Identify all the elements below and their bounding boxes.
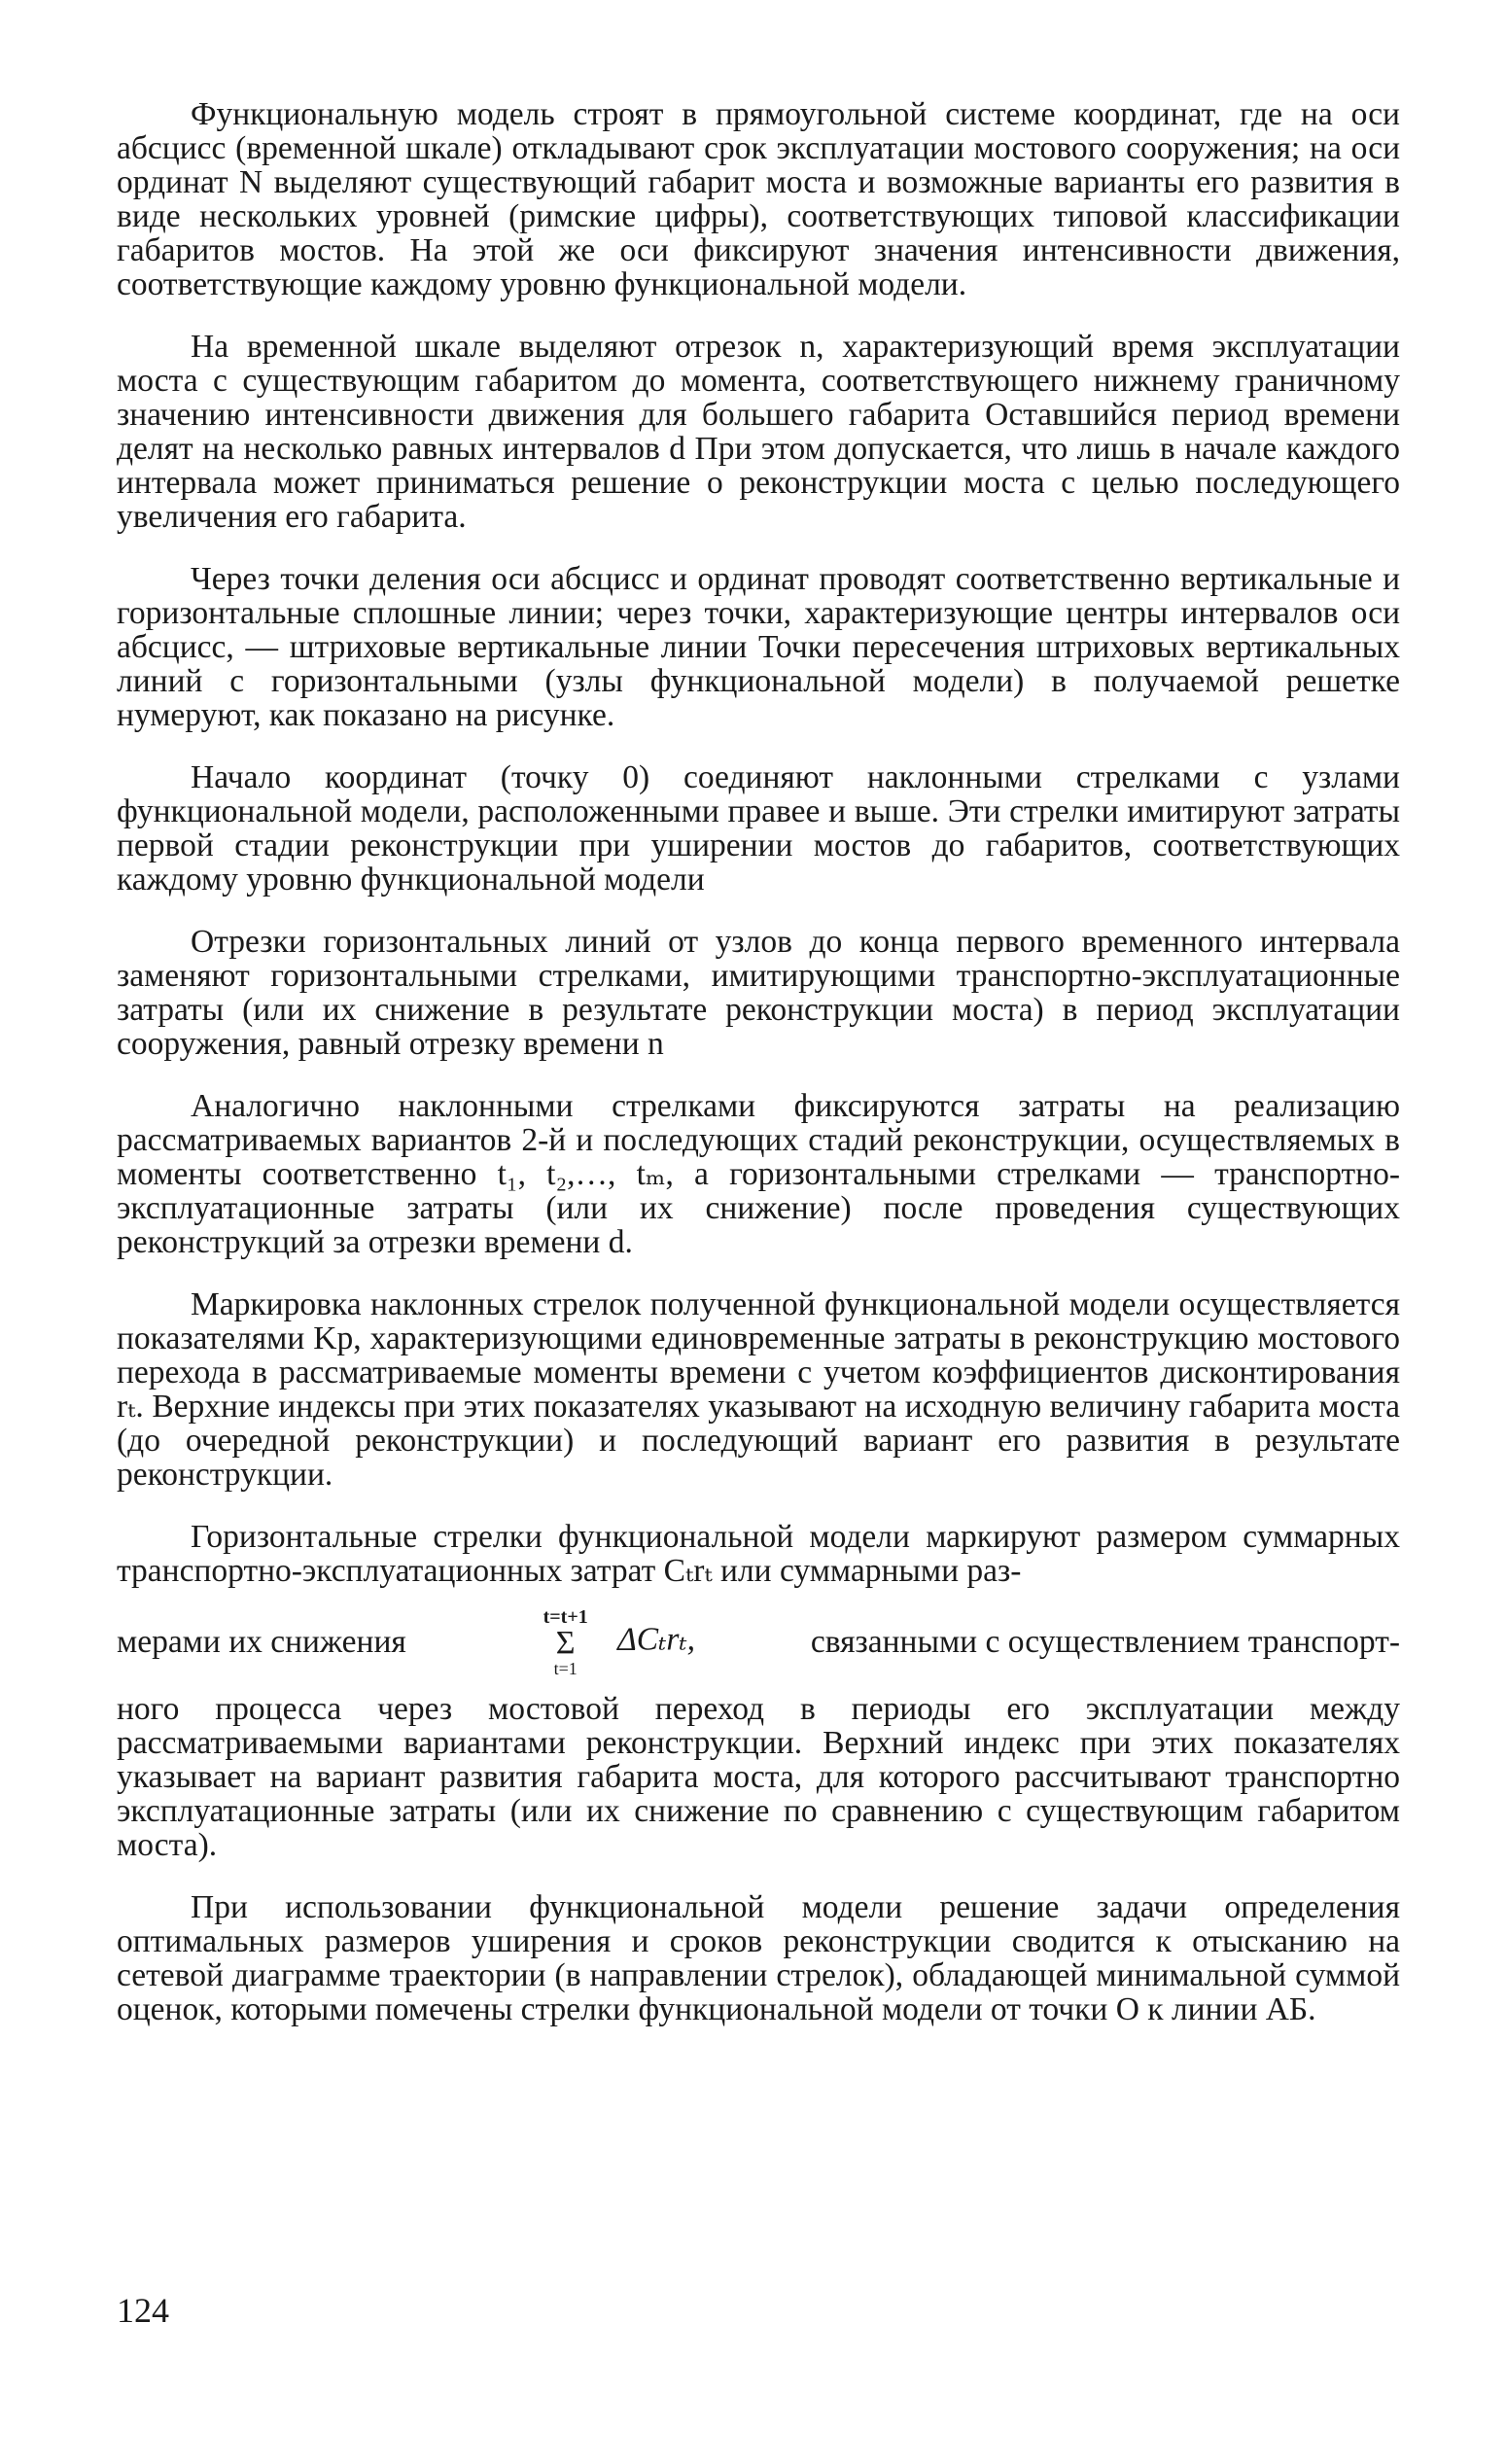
page-number: 124 [117,2291,169,2330]
sum-operator [543,1607,588,1677]
formula-expression: ΔCₜrₜ, [617,1621,696,1658]
sum-symbol: Σ [555,1624,576,1661]
paragraph-1: Функциональную модель строят в прямоугольной системе координат, где на оси абсцисс (временной шкале) откладывают срок эксплуатации мостового сооружения; на оси ординат N выделяют существующий габарит моста и возможные варианты его развития в виде нескольких уровней (римские цифры), соответствующих типовой классификации габаритов мостов. На этой же оси фиксируют значения интенсивности движения, соответствующие каждому уровню функциональной модели. [117,96,1400,302]
formula-text-before: мерами их снижения [117,1624,406,1660]
sum-upper-limit: t=t+1 [543,1605,588,1628]
formula-text-after: связанными с осуществлением транспорт- [810,1624,1400,1660]
formula-line [117,1596,1400,1688]
paragraph-4: Начало координат (точку 0) соединяют наклонными стрелками с узлами функциональной модели, расположенными правее и выше. Эти стрелки имитируют затраты первой стадии реконструкции при уширении мостов до габаритов, соответствующих каждому уровню функциональной модели [117,759,1400,898]
sum-lower-limit: t=1 [553,1658,578,1678]
paragraph-7: Маркировка наклонных стрелок полученной функциональной модели осуществляется показателями Kр, характеризующими единовременные затраты в реконструкцию мостового перехода в рассматриваемые моменты времени с учетом коэффициентов дисконтирования rₜ. Верхние индексы при этих показателях указывают на исходную величину габарита моста (до очередной реконструкции) и последующий вариант его развития в результате реконструкции. [117,1286,1400,1493]
paragraph-8-continued: ного процесса через мостовой переход в периоды его эксплуатации между рассматриваемыми вариантами реконструкции. Верхний индекс при этих показателях указывает на вариант развития габарита моста, для которого рассчитывают транспортно эксплуатационные затраты (или их снижение по сравнению с существующим габаритом моста). [117,1691,1400,1863]
formula [522,1607,695,1677]
paragraph-3: Через точки деления оси абсцисс и ординат проводят соответственно вертикальные и горизонтальные сплошные линии; через точки, характеризующие центры интервалов оси абсцисс, — штриховые вертикальные линии Точки пересечения штриховых вертикальных линий с горизонтальными (узлы функциональной модели) в получаемой решетке нумеруют, как показано на рисунке. [117,561,1400,733]
paragraph-5: Отрезки горизонтальных линий от узлов до конца первого временного интервала заменяют горизонтальными стрелками, имитирующими транспортно-эксплуатационные затраты (или их снижение в результате реконструкции моста) в период эксплуатации сооружения, равный отрезку времени n [117,924,1400,1062]
paragraph-9: При использовании функциональной модели решение задачи определения оптимальных размеров уширения и сроков реконструкции сводится к отысканию на сетевой диаграмме траектории (в направлении стрелок), обладающей минимальной суммой оценок, которыми помечены стрелки функциональной модели от точки O к линии AБ. [117,1889,1400,2027]
paragraph-8: Горизонтальные стрелки функциональной модели маркируют размером суммарных транспортно-эксплуатационных затрат Cₜrₜ или суммарными раз- [117,1519,1400,1589]
paragraph-2: На временной шкале выделяют отрезок n, характеризующий время эксплуатации моста с существующим габаритом до момента, соответствующего нижнему граничному значению интенсивности движения для большего габарита Оставшийся период времени делят на несколько равных интервалов d При этом допускается, что лишь в начале каждого интервала может приниматься решение о реконструкции моста с целью последующего увеличения его габарита. [117,329,1400,535]
paragraph-6: Аналогично наклонными стрелками фиксируются затраты на реализацию рассматриваемых вариантов 2-й и последующих стадий реконструкции, осуществляемых в моменты соответственно t₁, t₂,…, tₘ, а горизонтальными стрелками — транспортно-эксплуатационные затраты (или их снижение) после проведения существующих реконструкций за отрезки времени d. [117,1088,1400,1260]
page-body [117,97,1400,2055]
